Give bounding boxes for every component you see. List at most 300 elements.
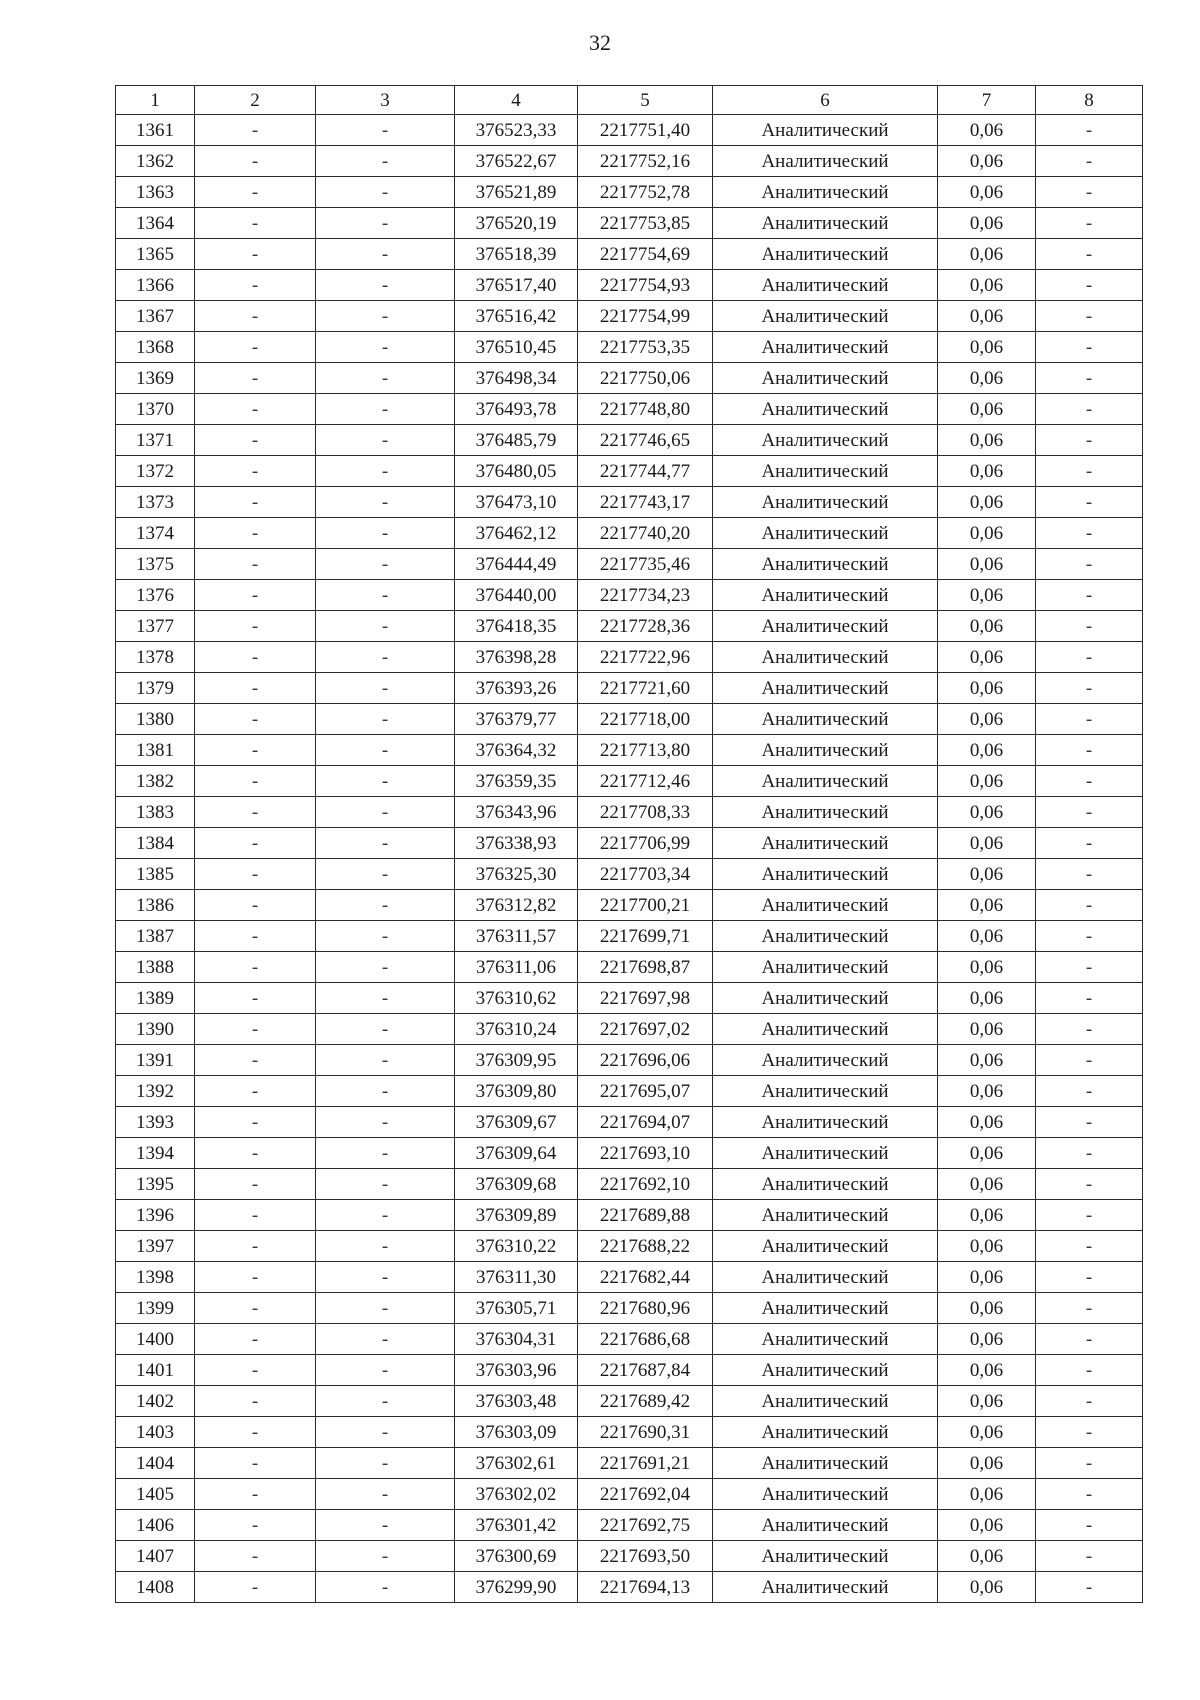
method-cell: Аналитический (713, 673, 938, 704)
point-number-cell: 1383 (116, 797, 195, 828)
table-row (116, 332, 1143, 363)
table-row (116, 239, 1143, 270)
accuracy-cell: 0,06 (938, 1107, 1036, 1138)
col-3-cell: - (316, 890, 455, 921)
method-cell: Аналитический (713, 1510, 938, 1541)
accuracy-cell: 0,06 (938, 146, 1036, 177)
coord-y-cell: 2217706,99 (578, 828, 713, 859)
col-3-cell: - (316, 394, 455, 425)
coord-x-cell: 376325,30 (455, 859, 578, 890)
method-cell: Аналитический (713, 1293, 938, 1324)
accuracy-cell: 0,06 (938, 394, 1036, 425)
table-row (116, 983, 1143, 1014)
col-8-cell: - (1036, 673, 1143, 704)
table-row (116, 1572, 1143, 1603)
col-3-cell: - (316, 146, 455, 177)
col-3-cell: - (316, 766, 455, 797)
col-2-cell: - (195, 208, 316, 239)
point-number-cell: 1362 (116, 146, 195, 177)
col-8-cell: - (1036, 1448, 1143, 1479)
accuracy-cell: 0,06 (938, 1510, 1036, 1541)
coord-y-cell: 2217698,87 (578, 952, 713, 983)
method-cell: Аналитический (713, 1231, 938, 1262)
coord-y-cell: 2217697,98 (578, 983, 713, 1014)
col-8-cell: - (1036, 146, 1143, 177)
table-row (116, 208, 1143, 239)
col-3-cell: - (316, 580, 455, 611)
accuracy-cell: 0,06 (938, 518, 1036, 549)
method-cell: Аналитический (713, 1417, 938, 1448)
method-cell: Аналитический (713, 1355, 938, 1386)
coord-x-cell: 376311,06 (455, 952, 578, 983)
coord-y-cell: 2217694,13 (578, 1572, 713, 1603)
method-cell: Аналитический (713, 270, 938, 301)
method-cell: Аналитический (713, 1169, 938, 1200)
coord-y-cell: 2217693,50 (578, 1541, 713, 1572)
point-number-cell: 1363 (116, 177, 195, 208)
coord-y-cell: 2217748,80 (578, 394, 713, 425)
coord-y-cell: 2217743,17 (578, 487, 713, 518)
col-8-cell: - (1036, 797, 1143, 828)
col-8-cell: - (1036, 1417, 1143, 1448)
method-cell: Аналитический (713, 1324, 938, 1355)
point-number-cell: 1376 (116, 580, 195, 611)
coord-y-cell: 2217754,69 (578, 239, 713, 270)
col-8-cell: - (1036, 239, 1143, 270)
method-cell: Аналитический (713, 1014, 938, 1045)
accuracy-cell: 0,06 (938, 1293, 1036, 1324)
table-row (116, 766, 1143, 797)
table-row (116, 673, 1143, 704)
point-number-cell: 1388 (116, 952, 195, 983)
point-number-cell: 1366 (116, 270, 195, 301)
col-8-cell: - (1036, 487, 1143, 518)
point-number-cell: 1372 (116, 456, 195, 487)
method-cell: Аналитический (713, 394, 938, 425)
col-2-cell: - (195, 1510, 316, 1541)
col-3-cell: - (316, 1417, 455, 1448)
col-8-cell: - (1036, 1076, 1143, 1107)
col-8-cell: - (1036, 208, 1143, 239)
col-2-cell: - (195, 425, 316, 456)
col-2-cell: - (195, 115, 316, 146)
col-2-cell: - (195, 487, 316, 518)
point-number-cell: 1367 (116, 301, 195, 332)
accuracy-cell: 0,06 (938, 797, 1036, 828)
table-row (116, 1231, 1143, 1262)
point-number-cell: 1378 (116, 642, 195, 673)
method-cell: Аналитический (713, 1200, 938, 1231)
accuracy-cell: 0,06 (938, 239, 1036, 270)
method-cell: Аналитический (713, 1541, 938, 1572)
table-row (116, 735, 1143, 766)
coord-y-cell: 2217752,78 (578, 177, 713, 208)
col-8-cell: - (1036, 704, 1143, 735)
coord-y-cell: 2217687,84 (578, 1355, 713, 1386)
method-cell: Аналитический (713, 1262, 938, 1293)
coordinates-table (115, 85, 1143, 1603)
col-8-cell: - (1036, 828, 1143, 859)
coord-x-cell: 376310,24 (455, 1014, 578, 1045)
coord-y-cell: 2217699,71 (578, 921, 713, 952)
accuracy-cell: 0,06 (938, 1262, 1036, 1293)
point-number-cell: 1397 (116, 1231, 195, 1262)
col-8-cell: - (1036, 859, 1143, 890)
col-8-cell: - (1036, 394, 1143, 425)
coord-x-cell: 376440,00 (455, 580, 578, 611)
method-cell: Аналитический (713, 890, 938, 921)
col-2-cell: - (195, 735, 316, 766)
col-3-cell: - (316, 1107, 455, 1138)
method-cell: Аналитический (713, 642, 938, 673)
coord-y-cell: 2217734,23 (578, 580, 713, 611)
method-cell: Аналитический (713, 487, 938, 518)
method-cell: Аналитический (713, 549, 938, 580)
col-8-cell: - (1036, 115, 1143, 146)
col-2-cell: - (195, 642, 316, 673)
table-row (116, 1417, 1143, 1448)
col-8-cell: - (1036, 952, 1143, 983)
col-8-cell: - (1036, 177, 1143, 208)
method-cell: Аналитический (713, 859, 938, 890)
col-8-cell: - (1036, 642, 1143, 673)
col-8-cell: - (1036, 301, 1143, 332)
col-8-cell: - (1036, 766, 1143, 797)
col-3-cell: - (316, 1355, 455, 1386)
table-row (116, 1541, 1143, 1572)
method-cell: Аналитический (713, 301, 938, 332)
table-row (116, 642, 1143, 673)
point-number-cell: 1398 (116, 1262, 195, 1293)
col-2-cell: - (195, 1324, 316, 1355)
col-2-cell: - (195, 1107, 316, 1138)
col-2-cell: - (195, 1417, 316, 1448)
table-row (116, 177, 1143, 208)
point-number-cell: 1361 (116, 115, 195, 146)
col-8-cell: - (1036, 890, 1143, 921)
col-3-cell: - (316, 1386, 455, 1417)
method-cell: Аналитический (713, 1107, 938, 1138)
method-cell: Аналитический (713, 208, 938, 239)
table-row (116, 1386, 1143, 1417)
col-3-cell: - (316, 518, 455, 549)
col-2-cell: - (195, 518, 316, 549)
col-8-cell: - (1036, 425, 1143, 456)
coord-y-cell: 2217744,77 (578, 456, 713, 487)
point-number-cell: 1401 (116, 1355, 195, 1386)
accuracy-cell: 0,06 (938, 456, 1036, 487)
col-2-cell: - (195, 270, 316, 301)
table-row (116, 518, 1143, 549)
coord-x-cell: 376309,95 (455, 1045, 578, 1076)
col-3-cell: - (316, 487, 455, 518)
coord-y-cell: 2217688,22 (578, 1231, 713, 1262)
accuracy-cell: 0,06 (938, 611, 1036, 642)
table-row (116, 549, 1143, 580)
accuracy-cell: 0,06 (938, 1541, 1036, 1572)
table-row (116, 456, 1143, 487)
accuracy-cell: 0,06 (938, 1014, 1036, 1045)
accuracy-cell: 0,06 (938, 208, 1036, 239)
page-number: 32 (589, 30, 611, 55)
coord-x-cell: 376520,19 (455, 208, 578, 239)
accuracy-cell: 0,06 (938, 921, 1036, 952)
coord-y-cell: 2217697,02 (578, 1014, 713, 1045)
point-number-cell: 1395 (116, 1169, 195, 1200)
col-3-cell: - (316, 1293, 455, 1324)
point-number-cell: 1393 (116, 1107, 195, 1138)
point-number-cell: 1384 (116, 828, 195, 859)
accuracy-cell: 0,06 (938, 1231, 1036, 1262)
accuracy-cell: 0,06 (938, 828, 1036, 859)
col-8-cell: - (1036, 580, 1143, 611)
coord-y-cell: 2217708,33 (578, 797, 713, 828)
col-3-cell: - (316, 425, 455, 456)
col-2-cell: - (195, 673, 316, 704)
col-3-cell: - (316, 704, 455, 735)
col-8-cell: - (1036, 1541, 1143, 1572)
col-3-cell: - (316, 611, 455, 642)
col-8-cell: - (1036, 735, 1143, 766)
accuracy-cell: 0,06 (938, 580, 1036, 611)
point-number-cell: 1374 (116, 518, 195, 549)
accuracy-cell: 0,06 (938, 1324, 1036, 1355)
coord-x-cell: 376305,71 (455, 1293, 578, 1324)
table-row (116, 1355, 1143, 1386)
table-body (116, 115, 1143, 1603)
col-3-cell: - (316, 735, 455, 766)
table-row (116, 797, 1143, 828)
point-number-cell: 1370 (116, 394, 195, 425)
col-3-cell: - (316, 332, 455, 363)
column-header-6: 6 (713, 86, 938, 115)
coord-x-cell: 376518,39 (455, 239, 578, 270)
table-row (116, 1262, 1143, 1293)
coord-x-cell: 376444,49 (455, 549, 578, 580)
col-2-cell: - (195, 1076, 316, 1107)
coord-y-cell: 2217692,04 (578, 1479, 713, 1510)
col-8-cell: - (1036, 983, 1143, 1014)
coord-y-cell: 2217686,68 (578, 1324, 713, 1355)
coord-x-cell: 376517,40 (455, 270, 578, 301)
accuracy-cell: 0,06 (938, 859, 1036, 890)
point-number-cell: 1377 (116, 611, 195, 642)
method-cell: Аналитический (713, 611, 938, 642)
coord-y-cell: 2217721,60 (578, 673, 713, 704)
coord-y-cell: 2217692,10 (578, 1169, 713, 1200)
coord-y-cell: 2217690,31 (578, 1417, 713, 1448)
table-row (116, 1324, 1143, 1355)
col-3-cell: - (316, 797, 455, 828)
table-row (116, 115, 1143, 146)
col-8-cell: - (1036, 1293, 1143, 1324)
coord-x-cell: 376311,30 (455, 1262, 578, 1293)
coord-x-cell: 376379,77 (455, 704, 578, 735)
table-row (116, 1448, 1143, 1479)
table-row (116, 1107, 1143, 1138)
col-3-cell: - (316, 177, 455, 208)
table-row (116, 828, 1143, 859)
table-row (116, 1138, 1143, 1169)
col-2-cell: - (195, 363, 316, 394)
accuracy-cell: 0,06 (938, 1355, 1036, 1386)
point-number-cell: 1368 (116, 332, 195, 363)
coord-y-cell: 2217694,07 (578, 1107, 713, 1138)
coord-x-cell: 376398,28 (455, 642, 578, 673)
table-row (116, 580, 1143, 611)
point-number-cell: 1406 (116, 1510, 195, 1541)
table-row (116, 1510, 1143, 1541)
accuracy-cell: 0,06 (938, 890, 1036, 921)
point-number-cell: 1365 (116, 239, 195, 270)
col-2-cell: - (195, 1448, 316, 1479)
method-cell: Аналитический (713, 766, 938, 797)
col-2-cell: - (195, 797, 316, 828)
accuracy-cell: 0,06 (938, 487, 1036, 518)
accuracy-cell: 0,06 (938, 1572, 1036, 1603)
point-number-cell: 1390 (116, 1014, 195, 1045)
coord-x-cell: 376393,26 (455, 673, 578, 704)
point-number-cell: 1402 (116, 1386, 195, 1417)
col-3-cell: - (316, 239, 455, 270)
col-3-cell: - (316, 549, 455, 580)
point-number-cell: 1399 (116, 1293, 195, 1324)
accuracy-cell: 0,06 (938, 952, 1036, 983)
col-8-cell: - (1036, 363, 1143, 394)
coord-x-cell: 376498,34 (455, 363, 578, 394)
point-number-cell: 1407 (116, 1541, 195, 1572)
col-3-cell: - (316, 456, 455, 487)
col-8-cell: - (1036, 611, 1143, 642)
col-3-cell: - (316, 1169, 455, 1200)
table-header-row (116, 86, 1143, 115)
col-2-cell: - (195, 394, 316, 425)
coord-x-cell: 376303,48 (455, 1386, 578, 1417)
col-2-cell: - (195, 1355, 316, 1386)
col-2-cell: - (195, 177, 316, 208)
col-8-cell: - (1036, 1045, 1143, 1076)
col-2-cell: - (195, 890, 316, 921)
col-8-cell: - (1036, 332, 1143, 363)
table-row (116, 425, 1143, 456)
accuracy-cell: 0,06 (938, 270, 1036, 301)
table-row (116, 363, 1143, 394)
accuracy-cell: 0,06 (938, 1169, 1036, 1200)
column-header-1: 1 (116, 86, 195, 115)
coord-y-cell: 2217735,46 (578, 549, 713, 580)
point-number-cell: 1385 (116, 859, 195, 890)
accuracy-cell: 0,06 (938, 1417, 1036, 1448)
col-3-cell: - (316, 1572, 455, 1603)
accuracy-cell: 0,06 (938, 115, 1036, 146)
col-3-cell: - (316, 642, 455, 673)
col-2-cell: - (195, 146, 316, 177)
col-2-cell: - (195, 1541, 316, 1572)
accuracy-cell: 0,06 (938, 1200, 1036, 1231)
table-row (116, 270, 1143, 301)
col-2-cell: - (195, 704, 316, 735)
coord-x-cell: 376299,90 (455, 1572, 578, 1603)
col-8-cell: - (1036, 1107, 1143, 1138)
col-2-cell: - (195, 952, 316, 983)
col-3-cell: - (316, 1138, 455, 1169)
col-3-cell: - (316, 1448, 455, 1479)
coord-y-cell: 2217752,16 (578, 146, 713, 177)
point-number-cell: 1379 (116, 673, 195, 704)
coord-x-cell: 376473,10 (455, 487, 578, 518)
col-3-cell: - (316, 828, 455, 859)
coord-x-cell: 376301,42 (455, 1510, 578, 1541)
method-cell: Аналитический (713, 518, 938, 549)
col-2-cell: - (195, 1231, 316, 1262)
col-8-cell: - (1036, 1231, 1143, 1262)
col-3-cell: - (316, 208, 455, 239)
coord-x-cell: 376312,82 (455, 890, 578, 921)
coord-x-cell: 376522,67 (455, 146, 578, 177)
method-cell: Аналитический (713, 239, 938, 270)
method-cell: Аналитический (713, 797, 938, 828)
table-row (116, 487, 1143, 518)
col-8-cell: - (1036, 1200, 1143, 1231)
col-8-cell: - (1036, 518, 1143, 549)
coord-y-cell: 2217753,35 (578, 332, 713, 363)
col-2-cell: - (195, 1045, 316, 1076)
col-8-cell: - (1036, 1355, 1143, 1386)
method-cell: Аналитический (713, 146, 938, 177)
col-2-cell: - (195, 1169, 316, 1200)
method-cell: Аналитический (713, 1138, 938, 1169)
col-2-cell: - (195, 828, 316, 859)
method-cell: Аналитический (713, 1076, 938, 1107)
coord-x-cell: 376510,45 (455, 332, 578, 363)
col-3-cell: - (316, 1262, 455, 1293)
point-number-cell: 1405 (116, 1479, 195, 1510)
col-3-cell: - (316, 1541, 455, 1572)
col-3-cell: - (316, 270, 455, 301)
coord-x-cell: 376303,96 (455, 1355, 578, 1386)
col-2-cell: - (195, 921, 316, 952)
coord-y-cell: 2217700,21 (578, 890, 713, 921)
accuracy-cell: 0,06 (938, 704, 1036, 735)
coord-x-cell: 376493,78 (455, 394, 578, 425)
col-2-cell: - (195, 1293, 316, 1324)
col-3-cell: - (316, 859, 455, 890)
coord-x-cell: 376418,35 (455, 611, 578, 642)
method-cell: Аналитический (713, 828, 938, 859)
coord-x-cell: 376309,89 (455, 1200, 578, 1231)
coord-x-cell: 376304,31 (455, 1324, 578, 1355)
col-3-cell: - (316, 673, 455, 704)
table-row (116, 1293, 1143, 1324)
col-3-cell: - (316, 1479, 455, 1510)
point-number-cell: 1387 (116, 921, 195, 952)
col-8-cell: - (1036, 1510, 1143, 1541)
table-row (116, 146, 1143, 177)
coord-x-cell: 376309,67 (455, 1107, 578, 1138)
coord-x-cell: 376521,89 (455, 177, 578, 208)
col-8-cell: - (1036, 456, 1143, 487)
table-row (116, 1169, 1143, 1200)
col-2-cell: - (195, 549, 316, 580)
col-3-cell: - (316, 1324, 455, 1355)
col-2-cell: - (195, 456, 316, 487)
col-3-cell: - (316, 115, 455, 146)
point-number-cell: 1408 (116, 1572, 195, 1603)
coord-y-cell: 2217728,36 (578, 611, 713, 642)
point-number-cell: 1391 (116, 1045, 195, 1076)
coord-y-cell: 2217718,00 (578, 704, 713, 735)
col-2-cell: - (195, 983, 316, 1014)
